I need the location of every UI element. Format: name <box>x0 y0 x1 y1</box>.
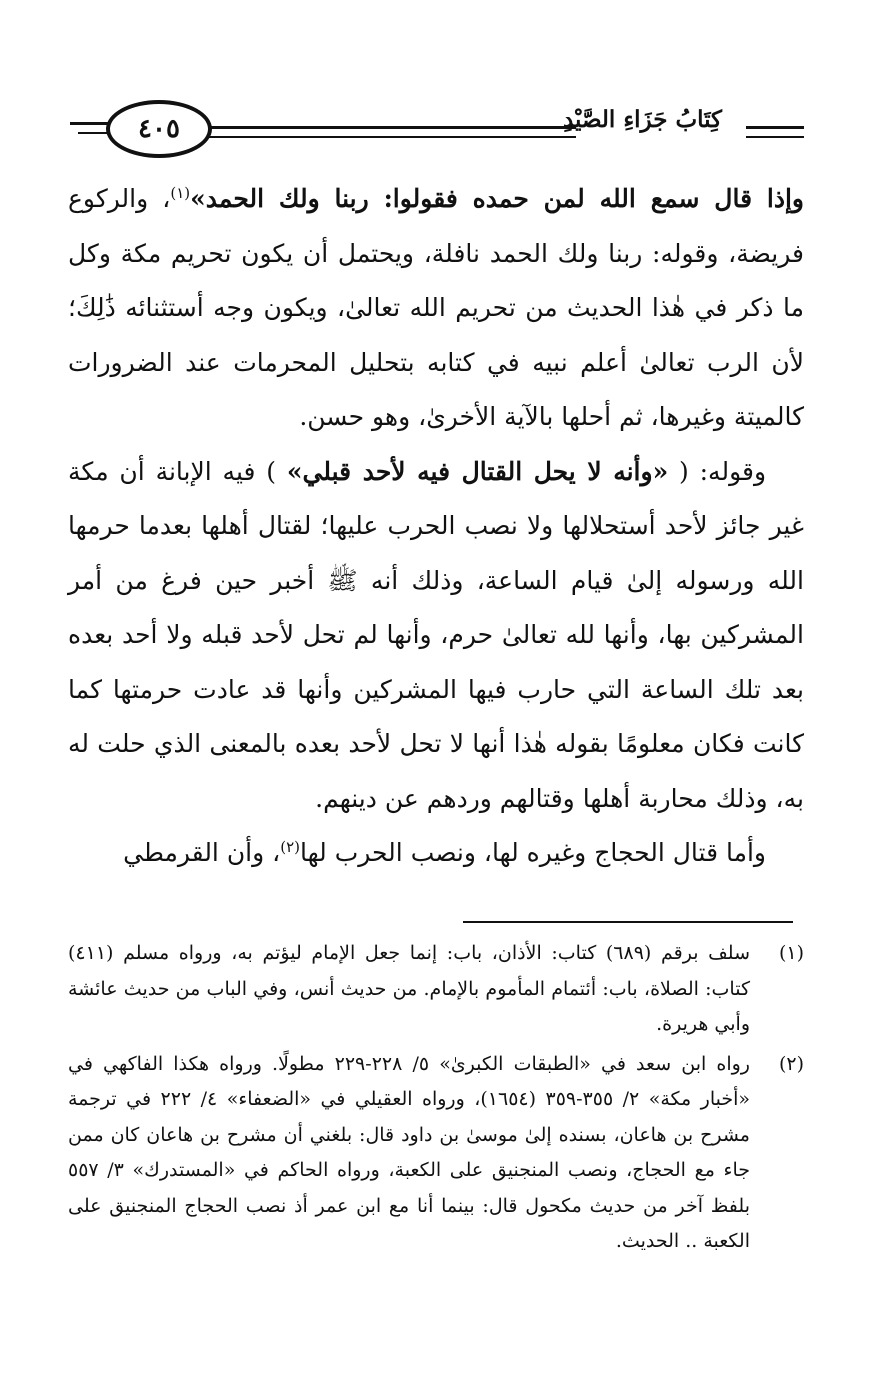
paragraph-2 <box>68 445 804 827</box>
header-rule-right-inner <box>206 136 576 138</box>
footnote-2 <box>68 1047 804 1260</box>
header-rule-far-right-outer <box>746 126 804 129</box>
page-number: ٤٠٥ <box>138 114 180 144</box>
paragraph-1 <box>68 172 804 445</box>
paragraph-1-bold-quote: وإذا قال سمع الله لمن حمده فقولوا: ربنا ولك الحمد» <box>190 184 804 213</box>
page-number-frame <box>106 100 212 158</box>
footnote-separator <box>463 921 793 923</box>
main-text <box>68 172 804 881</box>
footnote-text: سلف برقم (٦٨٩) كتاب: الأذان، باب: إنما جعل الإمام ليؤتم به، ورواه مسلم (٤١١) كتاب: الصلاة، باب: أئتمام المأموم بالإمام. من حديث أنس، وفي الباب من حديث عائشة وأبي هريرة. <box>68 942 750 1035</box>
paragraph-2-lead: وقوله: ( <box>679 456 767 486</box>
footnote-ref-2: (٢) <box>280 838 301 856</box>
paragraph-3-continuation: ، وأن القرمطي <box>123 838 281 867</box>
page-header <box>70 92 804 168</box>
footnotes <box>68 936 804 1264</box>
paragraph-1-text: ، والركوع فريضة، وقوله: ربنا ولك الحمد نافلة، ويحتمل أن يكون تحريم مكة وكل ما ذكر في هٰذا الحديث من تحريم الله تعالىٰ، ويكون وجه أستثنائه ذَٰلِكَ؛ لأن الرب تعالىٰ أعلم نبيه في كتابه بتحليل المحرمات عند الضرورات كالميتة وغيرها، ثم أحلها بالآية الأخرىٰ، وهو حسن. <box>68 184 804 431</box>
footnote-number: (٢) <box>778 1052 804 1075</box>
header-rule-right-outer <box>206 126 576 129</box>
footnote-text: رواه ابن سعد في «الطبقات الكبرىٰ» ٥/ ٢٢٨-٢٢٩ مطولًا. ورواه هكذا الفاكهي في «أخبار مكة» ٢/ ٣٥٥-٣٥٩ (١٦٥٤)، ورواه العقيلي في «الضعفاء» ٤/ ٢٢٢ في ترجمة مشرح بن هاعان، بسنده إلىٰ موسىٰ بن داود قال: بلغني أن مشرح بن هاعان كان ممن جاء مع الحجاج، ونصب المنجنيق على الكعبة، ورواه الحاكم في «المستدرك» ٣/ ٥٥٧ بلفظ آخر من حديث مكحول قال: بينما أنا مع ابن عمر أذ نصب الحجاج المنجنيق على الكعبة .. الحديث. <box>68 1052 750 1252</box>
footnote-ref-1: (١) <box>170 184 191 202</box>
paragraph-3 <box>68 826 804 881</box>
paragraph-2-hadith-quote: «وأنه لا يحل القتال فيه لأحد قبلي» <box>286 456 669 486</box>
footnote-1 <box>68 936 804 1043</box>
header-rule-far-right-inner <box>746 136 804 138</box>
paragraph-2-text: ) فيه الإبانة أن مكة غير جائز لأحد أستحلالها ولا نصب الحرب عليها؛ لقتال أهلها بعدما حرمها الله ورسوله إلىٰ قيام الساعة، وذلك أنه ﷺ أخبر حين فرغ من أمر المشركين بها، وأنها لله تعالىٰ حرم، وأنها لم تحل لأحد قبله ولا أحد بعده بعد تلك الساعة التي حارب فيها المشركين وأنها قد عادت حرمتها كما كانت فكان معلومًا بقوله هٰذا أنها لا تحل لأحد بعده بالمعنى الذي حلت له به، وذلك محاربة أهلها وقتالهم وردهم عن دينهم. <box>68 456 804 813</box>
footnote-number: (١) <box>778 942 804 964</box>
book-title: كِتَابُ جَزَاءِ الصَّيْدِ <box>562 106 722 133</box>
paragraph-3-text: وأما قتال الحجاج وغيره لها، ونصب الحرب لها <box>300 838 766 867</box>
